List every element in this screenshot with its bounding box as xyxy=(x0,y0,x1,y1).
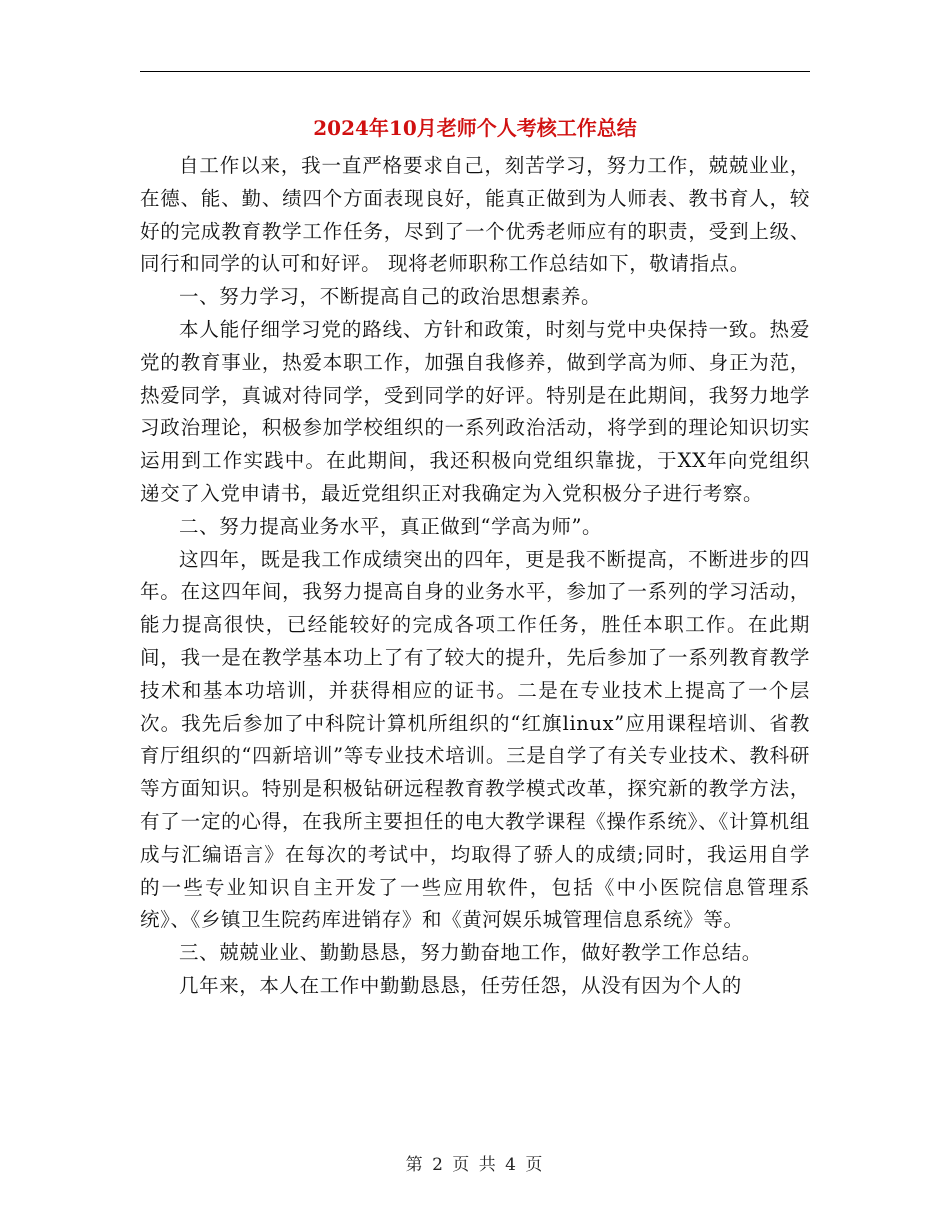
paragraph-intro: 自工作以来，我一直严格要求自己，刻苦学习，努力工作，兢兢业业，在德、能、勤、绩四个方面表现良好，能真正做到为人师表、教书育人，较好的完成教育教学工作任务，尽到了一个优秀老师应有的职责，受到上级、同行和同学的认可和好评。 现将老师职称工作总结如下，敬请指点。 xyxy=(140,154,810,276)
section-heading-2: 二、努力提高业务水平，真正做到“学高为师”。 xyxy=(179,514,603,538)
page-number: 第 2 页 共 4 页 xyxy=(405,1155,545,1175)
document-body xyxy=(140,150,810,1003)
paragraph-section-3: 几年来，本人在工作中勤勤恳恳，任劳任怨，从没有因为个人的 xyxy=(179,973,742,997)
header-rule xyxy=(140,71,810,72)
document-title: 2024年10月老师个人考核工作总结 xyxy=(313,116,637,140)
paragraph-section-2: 这四年，既是我工作成绩突出的四年，更是我不断提高，不断进步的四年。在这四年间，我努力提高自身的业务水平，参加了一系列的学习活动，能力提高很快，已经能较好的完成各项工作任务，胜任本职工作。在此期间，我一是在教学基本功上了有了较大的提升，先后参加了一系列教育教学技术和基本功培训，并获得相应的证书。二是在专业技术上提高了一个层次。我先后参加了中科院计算机所组织的“红旗linux”应用课程培训、省教育厅组织的“四新培训”等专业技术培训。三是自学了有关专业技术、教科研等方面知识。特别是积极钻研远程教育教学模式改革，探究新的教学方法，有了一定的心得，在我所主要担任的电大教学课程《操作系统》、《计算机组成与汇编语言》在每次的考试中，均取得了骄人的成绩;同时，我运用自学的一些专业知识自主开发了一些应用软件，包括《中小医院信息管理系统》、《乡镇卫生院药库进销存》和《黄河娱乐城管理信息系统》等。 xyxy=(140,547,810,932)
section-heading-1: 一、努力学习，不断提高自己的政治思想素养。 xyxy=(179,285,602,309)
paragraph-section-1: 本人能仔细学习党的路线、方针和政策，时刻与党中央保持一致。热爱党的教育事业，热爱本职工作，加强自我修养，做到学高为师、身正为范，热爱同学，真诚对待同学，受到同学的好评。特别是在此期间，我努力地学习政治理论，积极参加学校组织的一系列政治活动，将学到的理论知识切实运用到工作实践中。在此期间，我还积极向党组织靠拢，于XX年向党组织递交了入党申请书，最近党组织正对我确定为入党积极分子进行考察。 xyxy=(140,317,810,505)
section-heading-3: 三、兢兢业业、勤勤恳恳，努力勤奋地工作，做好教学工作总结。 xyxy=(179,941,762,965)
